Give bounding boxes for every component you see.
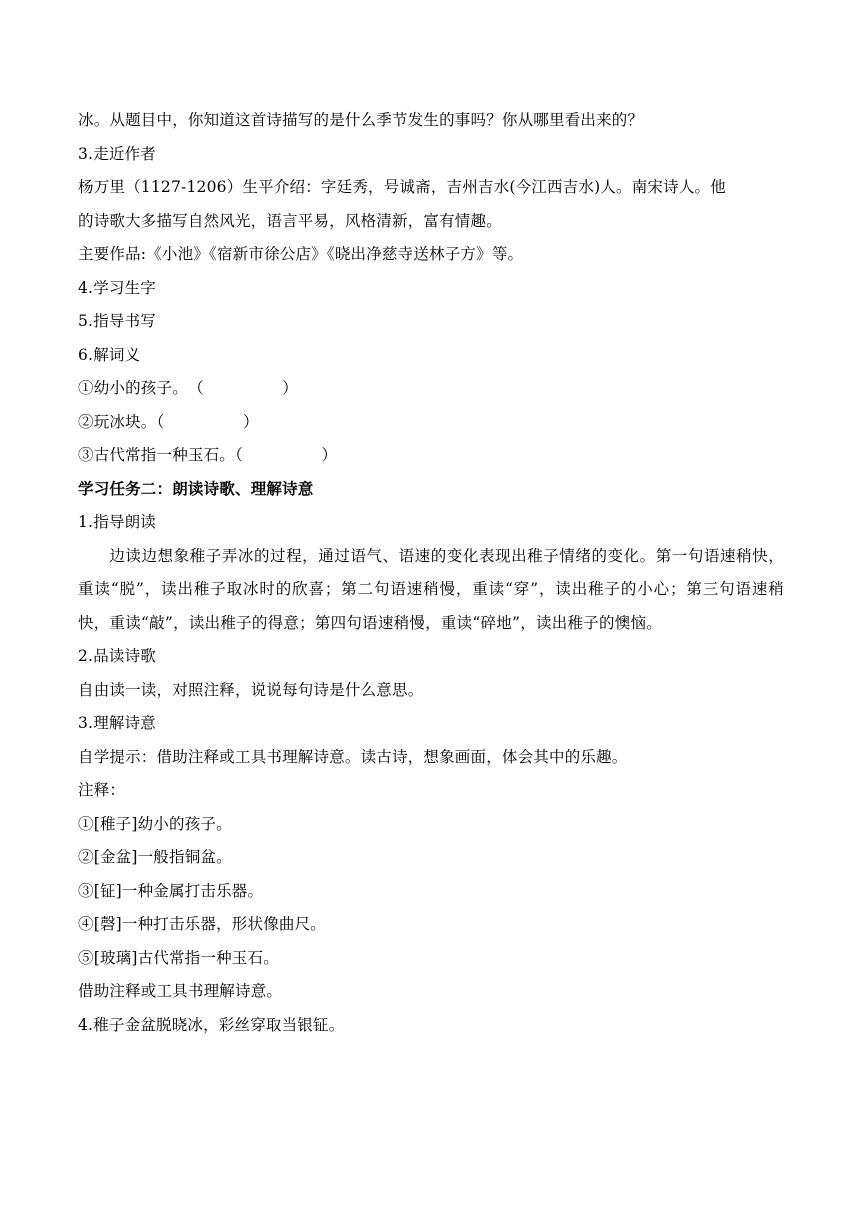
vocab-item: ②玩冰块。（ ） <box>78 412 259 431</box>
vocab-item: ①幼小的孩子。 （ ） <box>78 379 299 397</box>
poem-line: 4.稚子金盆脱晓冰，彩丝穿取当银钲。 <box>78 1015 345 1034</box>
section-heading: 5.指导书写 <box>78 312 156 330</box>
text-line: 主要作品:《小池》《宿新市徐公店》《晓出净慈寺送林子方》等。 <box>78 245 524 263</box>
reading-guide-paragraph <box>78 540 784 641</box>
text-line: 杨万里（1127-1206）生平介绍：字廷秀，号诚斋，吉州吉水(今江西吉水)人。南宋诗人。他 <box>78 178 726 196</box>
annotation-item: ③[钲]一种金属打击乐器。 <box>78 881 264 900</box>
section-heading: 6.解词义 <box>78 345 141 364</box>
text-line: 的诗歌大多描写自然风光，语言平易，风格清新，富有情趣。 <box>78 211 502 230</box>
text-line: 冰。从题目中，你知道这首诗描写的是什么季节发生的事吗？你从哪里看出来的？ <box>78 111 644 129</box>
text-line: 自由读一读，对照注释，说说每句诗是什么意思。 <box>78 680 424 699</box>
section-heading: 1.指导朗读 <box>78 513 156 531</box>
annotation-item: ②[金盆]一般指铜盆。 <box>78 848 232 866</box>
annotation-item: ⑤[玻璃]古代常指一种玉石。 <box>78 948 279 967</box>
task-heading: 学习任务二：朗读诗歌、理解诗意 <box>78 479 314 498</box>
text-line: 注释： <box>78 781 126 799</box>
vocab-item: ③古代常指一种玉石。（ ） <box>78 446 338 464</box>
document-body <box>78 104 784 1042</box>
section-heading: 2.品读诗歌 <box>78 647 156 665</box>
text-line: 借助注释或工具书理解诗意。 <box>78 982 283 1000</box>
annotation-item: ④[磬]一种打击乐器，形状像曲尺。 <box>78 915 326 933</box>
section-heading: 3.走近作者 <box>78 144 156 163</box>
section-heading: 3.理解诗意 <box>78 714 156 732</box>
text-line: 自学提示：借助注释或工具书理解诗意。读古诗，想象画面，体会其中的乐趣。 <box>78 747 628 766</box>
paragraph-text: 边读边想象稚子弄冰的过程，通过语气、语速的变化表现出稚子情绪的变化。第一句语速稍快，重读“脱”，读出稚子取冰时的欣喜；第二句语速稍慢，重读“穿”，读出稚子的小心；第三句语速稍快，重读“敲”，读出稚子的得意；第四句语速稍慢，重读“碎地”，读出稚子的懊恼。 <box>78 546 784 632</box>
section-heading: 4.学习生字 <box>78 278 156 297</box>
annotation-item: ①[稚子]幼小的孩子。 <box>78 814 232 833</box>
